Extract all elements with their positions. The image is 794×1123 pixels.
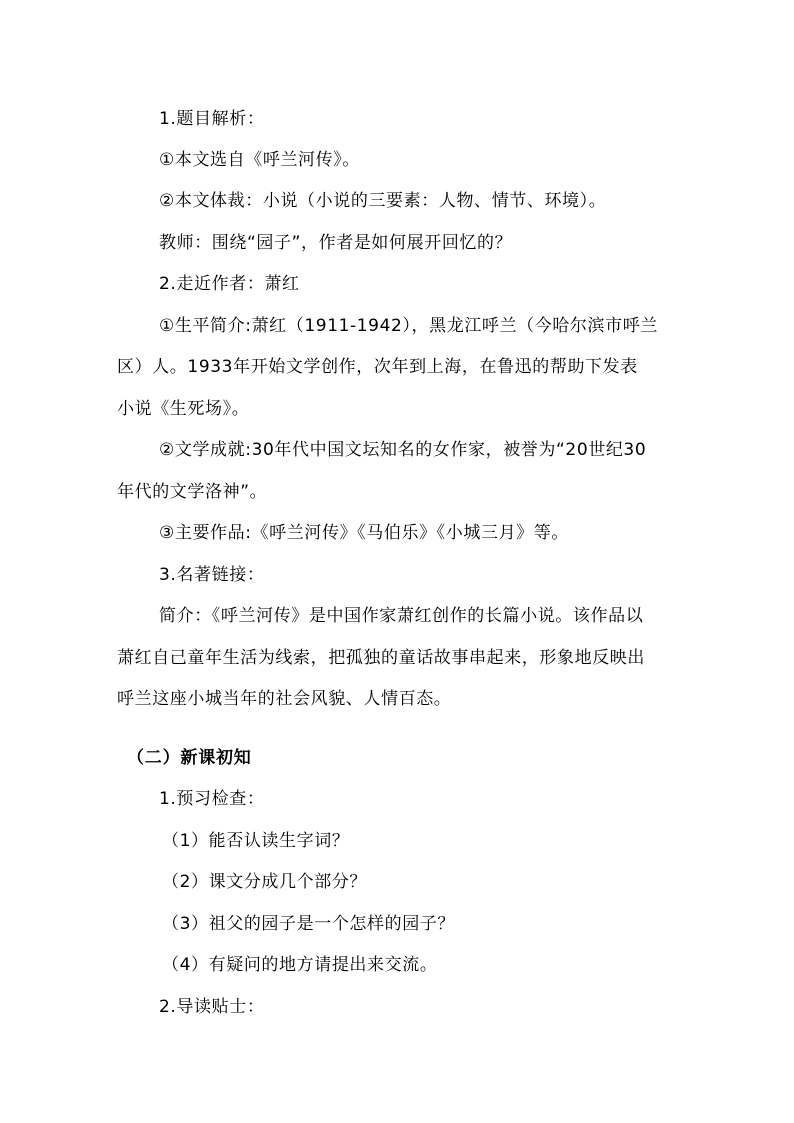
section-heading-classic-link: 3.名著链接： [159, 565, 265, 585]
list-item-question-2: （2）课文分成几个部分？ [162, 872, 368, 892]
text-line-teacher-question: 教师：围绕“园子”，作者是如何展开回忆的？ [159, 233, 513, 253]
text-line-source: ①本文选自《呼兰河传》。 [159, 150, 360, 170]
text-line-genre: ②本文体裁：小说（小说的三要素：人物、情节、环境）。 [159, 191, 607, 211]
text-line-biography-3: 小说《生死场》。 [117, 399, 250, 419]
list-item-question-3: （3）祖父的园子是一个怎样的园子？ [162, 914, 456, 934]
text-line-biography-2: 区）人。1933年开始文学创作，次年到上海，在鲁迅的帮助下发表 [117, 357, 638, 377]
text-line-intro-1: 简介：《呼兰河传》是中国作家萧红创作的长篇小说。该作品以 [159, 606, 644, 626]
text-line-achievement-2: 年代的文学洛神”。 [117, 482, 268, 502]
section-heading-title-analysis: 1.题目解析： [159, 109, 265, 129]
section-heading-preview-check: 1.预习检查： [159, 789, 265, 809]
text-line-intro-3: 呼兰这座小城当年的社会风貌、人情百态。 [117, 689, 452, 709]
text-line-works: ③主要作品:《呼兰河传》《马伯乐》《小城三月》等。 [159, 523, 569, 543]
text-line-achievement-1: ②文学成就:30年代中国文坛知名的女作家，被誉为“20世纪30 [159, 440, 647, 460]
list-item-question-1: （1）能否认读生字词？ [162, 831, 350, 851]
section-heading-new-lesson: （二）新课初知 [127, 748, 252, 768]
text-line-biography-1: ①生平简介:萧红（1911-1942），黑龙江呼兰（今哈尔滨市呼兰 [159, 316, 658, 336]
section-heading-author: 2.走近作者：萧红 [159, 274, 300, 294]
section-heading-reading-tips: 2.导读贴士： [159, 997, 265, 1017]
list-item-question-4: （4）有疑问的地方请提出来交流。 [162, 955, 438, 975]
text-line-intro-2: 萧红自己童年生活为线索，把孤独的童话故事串起来，形象地反映出 [117, 648, 645, 668]
